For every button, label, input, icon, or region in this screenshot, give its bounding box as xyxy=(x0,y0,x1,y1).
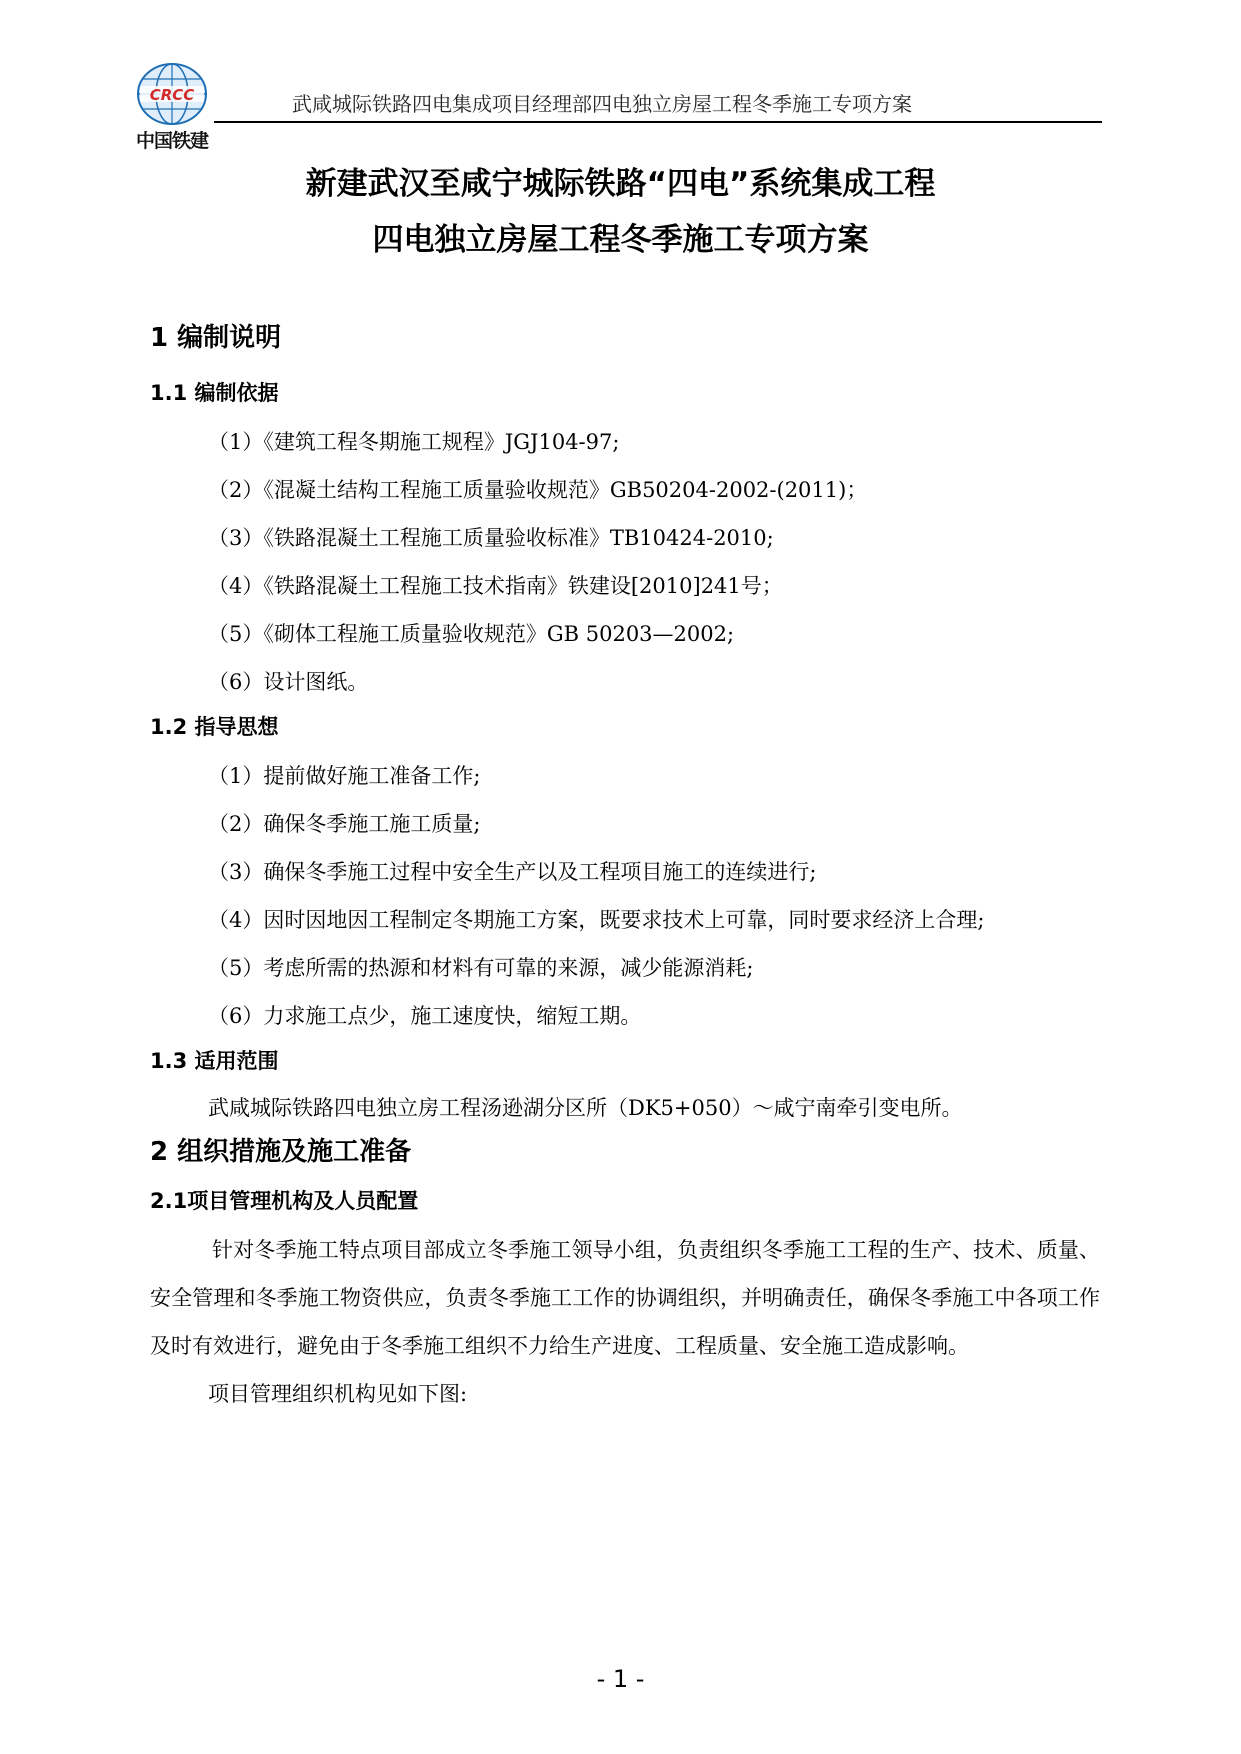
list-item: （2）确保冬季施工施工质量; xyxy=(208,812,481,836)
section-1-heading: 1 编制说明 xyxy=(150,323,282,353)
list-item: （1）《建筑工程冬期施工规程》JGJ104-97; xyxy=(208,430,620,454)
list-item: （4）《铁路混凝土工程施工技术指南》铁建设[2010]241号； xyxy=(208,574,783,598)
logo-text: 中国铁建 xyxy=(135,130,208,152)
list-item: （5）考虑所需的热源和材料有可靠的来源，减少能源消耗; xyxy=(208,956,754,980)
running-header-title: 武咸城际铁路四电集成项目经理部四电独立房屋工程冬季施工专项方案 xyxy=(292,92,912,116)
list-item: （4）因时因地因工程制定冬期施工方案，既要求技术上可靠，同时要求经济上合理; xyxy=(208,908,985,932)
header-divider xyxy=(214,121,1102,123)
guideline-list xyxy=(150,752,1100,1040)
list-item: （6）力求施工点少，施工速度快，缩短工期。 xyxy=(208,1004,642,1028)
section-2-heading: 2 组织措施及施工准备 xyxy=(150,1137,412,1167)
section-1-2-heading: 1.2 指导思想 xyxy=(150,715,279,739)
list-item: （6）设计图纸。 xyxy=(208,670,369,694)
org-chart-intro: 项目管理组织机构见如下图: xyxy=(208,1382,468,1406)
globe-icon xyxy=(122,62,222,126)
list-item: （3）《铁路混凝土工程施工质量验收标准》TB10424-2010; xyxy=(208,526,774,550)
organization-paragraph: 针对冬季施工特点项目部成立冬季施工领导小组，负责组织冬季施工工程的生产、技术、质量、安全管理和冬季施工物资供应，负责冬季施工工作的协调组织，并明确责任，确保冬季施工中各项工作及时有效进行，避免由于冬季施工组织不力给生产进度、工程质量、安全施工造成影响。 xyxy=(150,1238,1100,1358)
scope-text: 武咸城际铁路四电独立房工程汤逊湖分区所（DK5+050）～咸宁南牵引变电所。 xyxy=(208,1096,963,1120)
document-title-line-1: 新建武汉至咸宁城际铁路“四电”系统集成工程 xyxy=(305,166,936,202)
list-item: （3）确保冬季施工过程中安全生产以及工程项目施工的连续进行; xyxy=(208,860,817,884)
section-1-3-heading: 1.3 适用范围 xyxy=(150,1049,279,1073)
crcc-logo xyxy=(122,62,222,152)
document-title-line-2: 四电独立房屋工程冬季施工专项方案 xyxy=(372,222,869,258)
list-item: （5）《砌体工程施工质量验收规范》GB 50203—2002; xyxy=(208,622,735,646)
basis-list xyxy=(150,418,1100,706)
section-1-1-heading: 1.1 编制依据 xyxy=(150,381,279,405)
page-number: - 1 - xyxy=(596,1665,645,1693)
list-item: （1）提前做好施工准备工作; xyxy=(208,764,481,788)
document-body xyxy=(150,318,1100,1418)
list-item: （2）《混凝土结构工程施工质量验收规范》GB50204-2002-(2011)； xyxy=(208,478,868,502)
section-2-1-heading: 2.1项目管理机构及人员配置 xyxy=(150,1189,419,1213)
logo-abbr: CRCC xyxy=(149,86,195,104)
